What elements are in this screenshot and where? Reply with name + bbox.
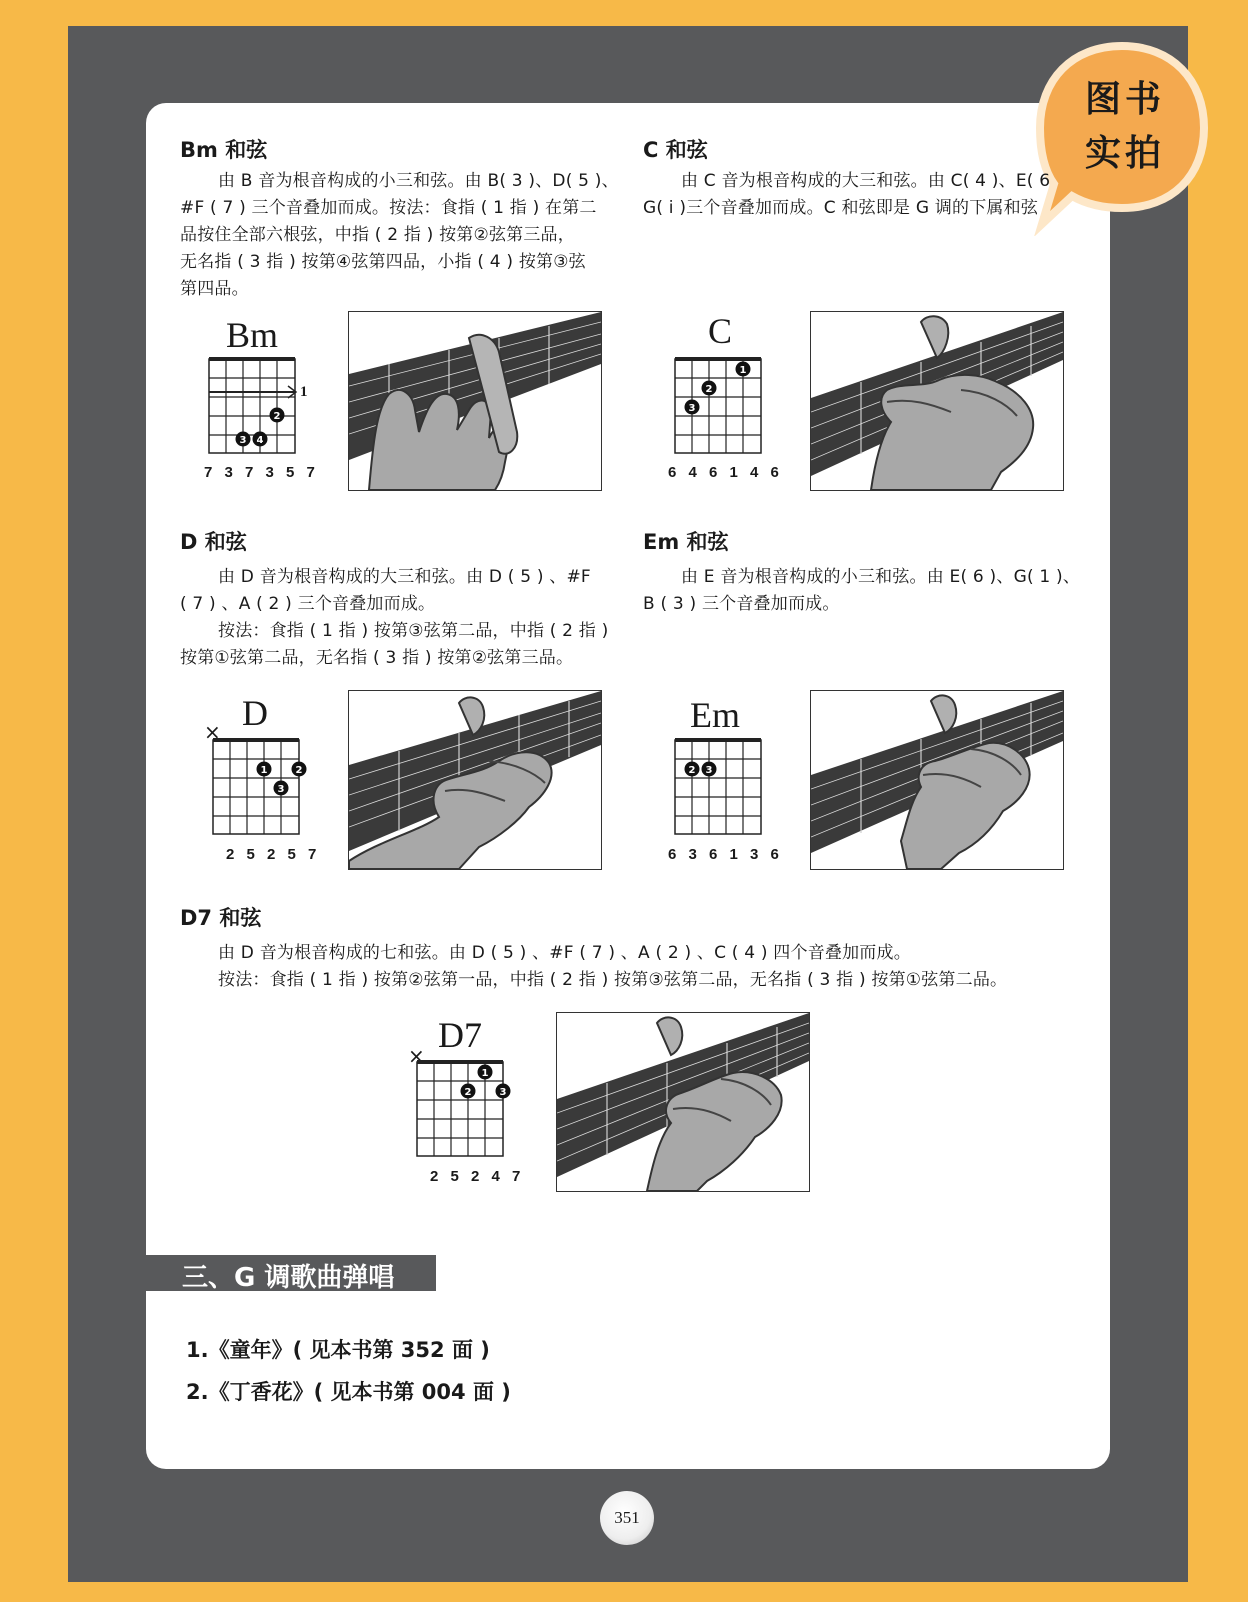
chord-name-em: Em <box>690 695 740 735</box>
mute-mark-d: × <box>204 720 221 744</box>
chord-name-d: D <box>242 693 268 733</box>
tab-d7: 2 5 2 4 7 <box>430 1168 525 1185</box>
heading-d: D 和弦 <box>180 530 247 554</box>
photo-d7-hand <box>556 1012 810 1192</box>
heading-c: C 和弦 <box>643 138 708 162</box>
photo-em-hand <box>810 690 1064 870</box>
photo-c-hand <box>810 311 1064 491</box>
chord-diagram-em <box>666 736 786 846</box>
svg-text:4: 4 <box>256 435 264 446</box>
svg-text:1: 1 <box>260 765 268 776</box>
chord-name-d7: D7 <box>438 1015 482 1055</box>
chord-diagram-d7 <box>408 1058 528 1168</box>
photo-bm-hand <box>348 311 602 491</box>
description-c: 由 C 音为根音构成的大三和弦。由 C( 4 )、E( 6 G( i )三个音叠加而成。C 和弦即是 G 调的下属和弦 <box>643 171 1051 218</box>
description-d7: 由 D 音为根音构成的七和弦。由 D ( 5 ) 、#F ( 7 ) 、A ( 2 ) 、C ( 4 ) 四个音叠加而成。 按法：食指 ( 1 指 ) 按第②弦第一品，中指 ( 2 指 ) 按第③弦第二品，无名指 ( 3 指 ) 按第①弦第二品。 <box>218 943 1008 990</box>
svg-text:2: 2 <box>705 384 713 395</box>
chord-diagram-bm <box>200 355 320 465</box>
section-title-bar <box>146 1255 436 1291</box>
heading-bm: Bm 和弦 <box>180 138 268 162</box>
heading-d7: D7 和弦 <box>180 906 262 930</box>
mute-mark-d7: × <box>408 1044 425 1068</box>
svg-text:3: 3 <box>688 403 696 414</box>
tab-bm: 7 3 7 3 5 7 <box>204 464 319 481</box>
svg-text:3: 3 <box>705 765 713 776</box>
chord-diagram-d <box>204 736 324 846</box>
heading-em: Em 和弦 <box>643 530 729 554</box>
chord-diagram-c <box>666 355 786 465</box>
svg-text:2: 2 <box>688 765 696 776</box>
page-number: 351 <box>600 1491 654 1545</box>
svg-text:2: 2 <box>273 411 281 422</box>
badge-label: 图书 实拍 <box>1084 79 1165 174</box>
tab-d: 2 5 2 5 7 <box>226 846 321 863</box>
svg-text:1: 1 <box>481 1068 489 1079</box>
svg-text:3: 3 <box>499 1087 507 1098</box>
description-bm: 由 B 音为根音构成的小三和弦。由 B( 3 )、D( 5 )、 #F ( 7 ) 三个音叠加而成。按法：食指 ( 1 指 ) 在第二 品按住全部六根弦，中指 ( 2 指 ) 按第②弦第三品， 无名指 ( 3 指 ) 按第④弦第四品，小指 ( 4 ) 按第③弦 第四品。 <box>180 171 619 299</box>
chord-name-c: C <box>708 311 733 351</box>
description-d: 由 D 音为根音构成的大三和弦。由 D ( 5 ) 、#F ( 7 ) 、A ( 2 ) 三个音叠加而成。 按法：食指 ( 1 指 ) 按第③弦第二品，中指 ( 2 指 ) 按第①弦第二品，无名指 ( 3 指 ) 按第②弦第三品。 <box>180 567 609 668</box>
section-title: 三、G 调歌曲弹唱 <box>182 1263 395 1293</box>
svg-text:1: 1 <box>739 365 747 376</box>
svg-text:2: 2 <box>295 765 303 776</box>
song-item: 2.《丁香花》( 见本书第 004 面 ) <box>186 1380 511 1404</box>
fret-number-bm: 1 <box>300 384 308 400</box>
description-em: 由 E 音为根音构成的小三和弦。由 E( 6 )、G( 1 )、 B ( 3 ) 三个音叠加而成。 <box>643 567 1081 614</box>
svg-text:2: 2 <box>464 1087 472 1098</box>
svg-text:3: 3 <box>277 784 285 795</box>
tab-em: 6 3 6 1 3 6 <box>668 846 783 863</box>
photo-d-hand <box>348 690 602 870</box>
tab-c: 6 4 6 1 4 6 <box>668 464 783 481</box>
svg-text:3: 3 <box>239 435 247 446</box>
song-item: 1.《童年》( 见本书第 352 面 ) <box>186 1338 490 1362</box>
chord-name-bm: Bm <box>226 315 279 355</box>
